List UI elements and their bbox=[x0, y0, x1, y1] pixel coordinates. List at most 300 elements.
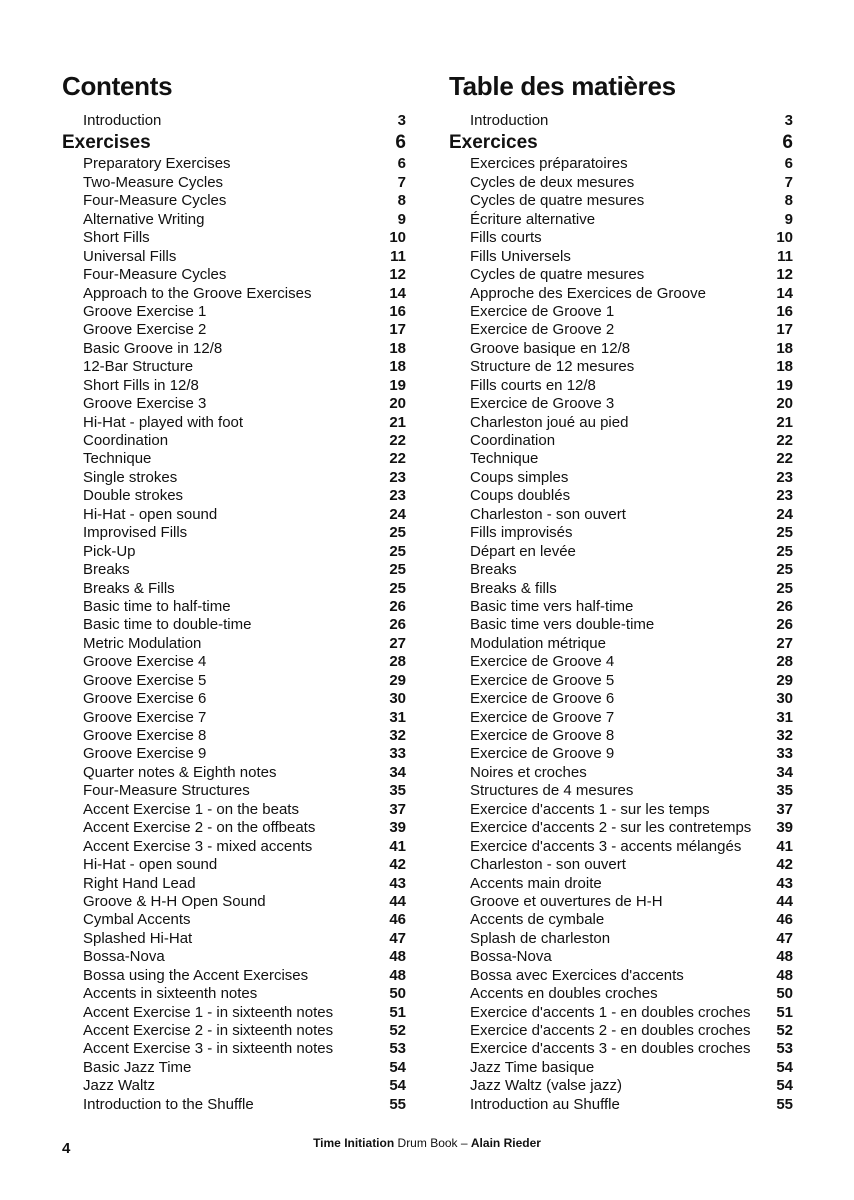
toc-entry-page: 22 bbox=[776, 432, 793, 449]
toc-entry-page: 3 bbox=[784, 112, 793, 129]
toc-entry bbox=[62, 248, 406, 266]
toc-entry bbox=[62, 948, 406, 966]
toc-entry-page: 16 bbox=[389, 302, 406, 320]
toc-entry-label: Accent Exercise 2 - in sixteenth notes bbox=[83, 1022, 334, 1039]
toc-entry bbox=[449, 414, 793, 432]
toc-entry-label: Groove Exercise 8 bbox=[83, 727, 207, 744]
toc-entry bbox=[449, 782, 793, 800]
table-des-matieres-title: Table des matières bbox=[449, 71, 676, 101]
toc-entry-page: 6 bbox=[397, 155, 406, 173]
toc-entry-page: 54 bbox=[776, 1077, 793, 1095]
toc-entry-page: 21 bbox=[389, 413, 406, 431]
toc-entry bbox=[449, 543, 793, 561]
toc-entry-label: Basic Jazz Time bbox=[83, 1058, 192, 1076]
toc-entry bbox=[62, 524, 406, 542]
toc-entry-label: Improvised Fills bbox=[83, 524, 188, 542]
toc-entry-page: 48 bbox=[776, 966, 793, 984]
toc-entry-label: Départ en levée bbox=[470, 542, 576, 560]
book-title: Time Initiation bbox=[313, 1136, 395, 1150]
toc-entry-page: 29 bbox=[776, 671, 793, 689]
toc-entry-page: 42 bbox=[776, 856, 793, 874]
toc-entry-label: Exercice de Groove 5 bbox=[470, 671, 615, 689]
toc-entry-page: 24 bbox=[776, 505, 793, 523]
toc-entry bbox=[62, 819, 406, 837]
toc-entry-page: 26 bbox=[776, 597, 793, 615]
toc-entry bbox=[449, 653, 793, 671]
toc-entry-page: 32 bbox=[776, 727, 793, 744]
toc-entry-label: Accent Exercise 2 - on the offbeats bbox=[83, 819, 316, 837]
toc-entry bbox=[449, 506, 793, 524]
toc-entry-page: 23 bbox=[776, 468, 793, 486]
toc-entry-label: Breaks bbox=[470, 561, 517, 579]
toc-entry bbox=[62, 801, 406, 819]
toc-entry-label: Accent Exercise 3 - mixed accents bbox=[83, 837, 313, 855]
toc-entry-page: 30 bbox=[776, 690, 793, 708]
toc-entry-label: Accent Exercise 3 - in sixteenth notes bbox=[83, 1040, 334, 1058]
contents-title: Contents bbox=[62, 71, 173, 101]
toc-entry bbox=[449, 358, 793, 376]
toc-entry-page: 42 bbox=[389, 856, 406, 874]
toc-entry-label: Bossa avec Exercices d'accents bbox=[470, 966, 684, 984]
toc-entry bbox=[449, 856, 793, 874]
toc-entry-label: Charleston - son ouvert bbox=[470, 856, 626, 874]
toc-entry bbox=[62, 377, 406, 395]
toc-entry-label: Accents en doubles croches bbox=[470, 985, 658, 1003]
toc-entry-page: 10 bbox=[776, 229, 793, 247]
toc-list bbox=[449, 112, 793, 1114]
toc-entry-page: 23 bbox=[389, 468, 406, 486]
toc-entry-page: 35 bbox=[776, 782, 793, 800]
toc-entry-label: Groove Exercise 5 bbox=[83, 671, 207, 689]
toc-entry-label: Modulation métrique bbox=[470, 634, 606, 652]
toc-entry-page: 54 bbox=[776, 1058, 793, 1076]
toc-entry-label: Four-Measure Structures bbox=[83, 782, 250, 800]
toc-entry bbox=[62, 838, 406, 856]
toc-entry-page: 37 bbox=[776, 800, 793, 818]
toc-entry-label: Jazz Time basique bbox=[470, 1058, 595, 1076]
toc-entry-label: Groove & H-H Open Sound bbox=[83, 892, 266, 910]
toc-entry-label: Quarter notes & Eighth notes bbox=[83, 763, 277, 781]
toc-entry-label: Cycles de quatre mesures bbox=[470, 192, 645, 210]
toc-entry-page: 26 bbox=[389, 616, 406, 634]
toc-entry-label: Breaks & fills bbox=[470, 579, 557, 597]
toc-entry bbox=[62, 709, 406, 727]
toc-entry-page: 6 bbox=[782, 132, 793, 154]
toc-entry-label: Exercice de Groove 6 bbox=[470, 690, 615, 708]
toc-entry-page: 33 bbox=[389, 745, 406, 763]
toc-entry bbox=[449, 1077, 793, 1095]
toc-entry-page: 6 bbox=[395, 132, 406, 154]
toc-entry-page: 51 bbox=[776, 1003, 793, 1021]
toc-entry bbox=[449, 174, 793, 192]
toc-entry bbox=[62, 211, 406, 229]
toc-entry-label: Basic time to double-time bbox=[83, 616, 252, 634]
toc-entry-page: 52 bbox=[389, 1022, 406, 1039]
toc-entry-page: 55 bbox=[389, 1095, 406, 1113]
toc-entry bbox=[62, 192, 406, 210]
toc-entry-label: Four-Measure Cycles bbox=[83, 266, 227, 284]
toc-entry bbox=[449, 819, 793, 837]
toc-entry-label: Charleston joué au pied bbox=[470, 413, 629, 431]
toc-entry bbox=[449, 967, 793, 985]
toc-entry-label: Exercice d'accents 3 - accents mélangés bbox=[470, 837, 742, 855]
toc-entry bbox=[449, 672, 793, 690]
toc-entry-page: 48 bbox=[389, 966, 406, 984]
toc-entry bbox=[449, 155, 793, 173]
toc-entry bbox=[62, 432, 406, 450]
toc-entry bbox=[449, 875, 793, 893]
toc-entry-label: Double strokes bbox=[83, 487, 184, 505]
toc-entry-label: Exercice de Groove 7 bbox=[470, 708, 615, 726]
toc-entry bbox=[62, 340, 406, 358]
toc-entry bbox=[449, 930, 793, 948]
toc-entry-label: Groove Exercise 6 bbox=[83, 690, 207, 708]
toc-entry bbox=[449, 229, 793, 247]
toc-entry-label: Accents main droite bbox=[470, 874, 602, 892]
toc-entry-page: 23 bbox=[776, 487, 793, 505]
toc-entry-page: 46 bbox=[776, 911, 793, 929]
toc-entry-label: Approche des Exercices de Groove bbox=[470, 284, 706, 302]
toc-entry bbox=[62, 764, 406, 782]
toc-entry-label: Structures de 4 mesures bbox=[470, 782, 634, 800]
toc-entry-label: Exercice d'accents 3 - en doubles croches bbox=[470, 1040, 751, 1058]
toc-entry bbox=[449, 616, 793, 634]
toc-entry bbox=[62, 856, 406, 874]
toc-entry-page: 44 bbox=[776, 892, 793, 910]
toc-entry-label: Fills courts en 12/8 bbox=[470, 376, 596, 394]
toc-entry bbox=[62, 967, 406, 985]
toc-entry-page: 22 bbox=[389, 450, 406, 468]
toc-entry-label: Exercice d'accents 1 - en doubles croches bbox=[470, 1003, 751, 1021]
toc-entry-label: Écriture alternative bbox=[470, 210, 596, 228]
toc-entry bbox=[449, 303, 793, 321]
toc-entry-page: 37 bbox=[389, 800, 406, 818]
toc-entry-label: Short Fills in 12/8 bbox=[83, 376, 199, 394]
toc-entry bbox=[62, 598, 406, 616]
toc-entry-page: 48 bbox=[389, 948, 406, 966]
toc-entry-label: Short Fills bbox=[83, 229, 150, 247]
toc-entry-page: 25 bbox=[776, 561, 793, 579]
toc-entry-page: 19 bbox=[389, 376, 406, 394]
toc-entry-page: 20 bbox=[776, 395, 793, 413]
toc-entry-label: Coordination bbox=[470, 432, 556, 449]
toc-entry bbox=[62, 321, 406, 339]
toc-entry-page: 16 bbox=[776, 302, 793, 320]
toc-entry-page: 24 bbox=[389, 505, 406, 523]
toc-entry bbox=[62, 543, 406, 561]
toc-entry bbox=[62, 985, 406, 1003]
toc-entry bbox=[62, 672, 406, 690]
toc-section-heading bbox=[62, 130, 406, 155]
toc-entry bbox=[449, 1059, 793, 1077]
footer-credit bbox=[0, 1136, 854, 1150]
toc-entry bbox=[449, 487, 793, 505]
toc-entry bbox=[449, 580, 793, 598]
toc-entry bbox=[449, 1096, 793, 1114]
toc-entry-label: Exercice de Groove 4 bbox=[470, 653, 615, 671]
toc-entry-page: 10 bbox=[389, 229, 406, 247]
toc-entry bbox=[449, 1004, 793, 1022]
toc-entry-page: 54 bbox=[389, 1077, 406, 1095]
toc-entry-page: 17 bbox=[389, 321, 406, 339]
toc-entry-page: 27 bbox=[776, 634, 793, 652]
toc-entry-page: 46 bbox=[389, 911, 406, 929]
toc-entry-page: 30 bbox=[389, 690, 406, 708]
toc-entry bbox=[62, 635, 406, 653]
toc-entry bbox=[62, 1004, 406, 1022]
toc-entry bbox=[62, 450, 406, 468]
toc-entry-label: Technique bbox=[470, 450, 539, 468]
toc-entry-page: 43 bbox=[389, 874, 406, 892]
toc-entry-page: 25 bbox=[389, 579, 406, 597]
toc-entry bbox=[449, 285, 793, 303]
toc-entry bbox=[62, 285, 406, 303]
toc-entry bbox=[449, 764, 793, 782]
toc-entry bbox=[62, 1040, 406, 1058]
toc-entry-label: Bossa-Nova bbox=[470, 948, 552, 966]
toc-entry-label: Coups doublés bbox=[470, 487, 571, 505]
toc-entry-label: Exercice de Groove 1 bbox=[470, 302, 615, 320]
toc-entry-label: Jazz Waltz (valse jazz) bbox=[470, 1077, 622, 1095]
toc-entry-label: Groove et ouvertures de H-H bbox=[470, 892, 663, 910]
toc-entry-page: 25 bbox=[389, 561, 406, 579]
toc-entry bbox=[449, 321, 793, 339]
toc-entry-page: 44 bbox=[389, 892, 406, 910]
toc-entry bbox=[62, 469, 406, 487]
toc-entry bbox=[62, 727, 406, 745]
toc-entry-page: 25 bbox=[776, 524, 793, 542]
toc-entry-label: Exercice de Groove 9 bbox=[470, 745, 615, 763]
toc-entry-page: 43 bbox=[776, 874, 793, 892]
toc-entry-page: 25 bbox=[776, 542, 793, 560]
toc-entry-label: Introduction bbox=[470, 112, 549, 129]
toc-entry-page: 25 bbox=[389, 542, 406, 560]
toc-entry-page: 26 bbox=[776, 616, 793, 634]
toc-entry-label: Pick-Up bbox=[83, 542, 136, 560]
toc-entry-page: 9 bbox=[784, 210, 793, 228]
toc-entry bbox=[62, 616, 406, 634]
toc-entry-label: Structure de 12 mesures bbox=[470, 358, 635, 376]
toc-entry-page: 48 bbox=[776, 948, 793, 966]
toc-entry-page: 22 bbox=[776, 450, 793, 468]
toc-entry-page: 7 bbox=[784, 173, 793, 191]
toc-entry-label: Breaks bbox=[83, 561, 130, 579]
toc-entry-page: 21 bbox=[776, 413, 793, 431]
page-number: 4 bbox=[62, 1140, 71, 1157]
toc-entry-page: 39 bbox=[389, 819, 406, 837]
toc-entry-page: 29 bbox=[389, 671, 406, 689]
toc-entry bbox=[449, 395, 793, 413]
toc-entry bbox=[449, 801, 793, 819]
toc-entry-page: 53 bbox=[389, 1040, 406, 1058]
toc-entry bbox=[449, 561, 793, 579]
toc-entry bbox=[62, 358, 406, 376]
toc-entry-label: Exercice de Groove 3 bbox=[470, 395, 615, 413]
toc-entry-page: 12 bbox=[389, 266, 406, 284]
contents-column-french bbox=[449, 70, 793, 1114]
toc-entry-page: 25 bbox=[389, 524, 406, 542]
toc-entry bbox=[62, 690, 406, 708]
toc-entry-page: 6 bbox=[784, 155, 793, 173]
toc-entry-page: 32 bbox=[389, 727, 406, 744]
toc-entry-label: Basic time vers double-time bbox=[470, 616, 655, 634]
toc-entry-page: 54 bbox=[389, 1058, 406, 1076]
toc-entry bbox=[62, 1077, 406, 1095]
toc-entry bbox=[62, 653, 406, 671]
toc-entry-label: Introduction bbox=[83, 112, 162, 129]
toc-entry-label: Universal Fills bbox=[83, 247, 177, 265]
toc-entry bbox=[449, 524, 793, 542]
toc-entry-page: 39 bbox=[776, 819, 793, 837]
toc-entry-label: Exercice de Groove 2 bbox=[470, 321, 615, 339]
toc-entry bbox=[449, 948, 793, 966]
toc-entry-page: 22 bbox=[389, 432, 406, 449]
toc-entry-label: Exercices bbox=[449, 132, 538, 154]
toc-entry-label: Accent Exercise 1 - on the beats bbox=[83, 800, 299, 818]
toc-entry bbox=[62, 229, 406, 247]
toc-entry-page: 26 bbox=[389, 597, 406, 615]
toc-entry bbox=[62, 1096, 406, 1114]
toc-entry bbox=[62, 745, 406, 763]
toc-entry-label: Alternative Writing bbox=[83, 210, 205, 228]
toc-entry bbox=[62, 561, 406, 579]
toc-entry-page: 18 bbox=[389, 339, 406, 357]
toc-entry-page: 19 bbox=[776, 376, 793, 394]
toc-entry-page: 14 bbox=[776, 284, 793, 302]
toc-entry-label: Cycles de deux mesures bbox=[470, 173, 635, 191]
toc-entry-page: 14 bbox=[389, 284, 406, 302]
toc-entry bbox=[62, 580, 406, 598]
toc-entry bbox=[62, 875, 406, 893]
toc-entry bbox=[62, 487, 406, 505]
toc-entry-label: Accents in sixteenth notes bbox=[83, 985, 258, 1003]
toc-entry bbox=[449, 469, 793, 487]
toc-entry-page: 31 bbox=[776, 708, 793, 726]
toc-entry bbox=[449, 1040, 793, 1058]
toc-entry-page: 35 bbox=[389, 782, 406, 800]
toc-entry-label: Exercice de Groove 8 bbox=[470, 727, 615, 744]
toc-entry-label: Cymbal Accents bbox=[83, 911, 191, 929]
toc-entry bbox=[62, 782, 406, 800]
toc-entry bbox=[449, 1022, 793, 1040]
toc-entry-page: 33 bbox=[776, 745, 793, 763]
toc-entry bbox=[62, 930, 406, 948]
toc-entry-label: Noires et croches bbox=[470, 763, 587, 781]
toc-entry-page: 47 bbox=[776, 929, 793, 947]
toc-entry-page: 50 bbox=[389, 985, 406, 1003]
toc-entry-label: Four-Measure Cycles bbox=[83, 192, 227, 210]
book-subtitle: Drum Book – bbox=[394, 1136, 471, 1150]
toc-entry-page: 12 bbox=[776, 266, 793, 284]
toc-entry-page: 3 bbox=[397, 112, 406, 129]
toc-entry-label: Introduction to the Shuffle bbox=[83, 1095, 254, 1113]
toc-entry bbox=[449, 266, 793, 284]
toc-entry bbox=[449, 727, 793, 745]
toc-entry-label: Metric Modulation bbox=[83, 634, 202, 652]
toc-entry-label: Breaks & Fills bbox=[83, 579, 175, 597]
toc-entry-page: 41 bbox=[389, 837, 406, 855]
author-name: Alain Rieder bbox=[470, 1136, 541, 1150]
toc-entry-label: Bossa-Nova bbox=[83, 948, 165, 966]
toc-entry-page: 34 bbox=[776, 763, 793, 781]
toc-entry-label: Splashed Hi-Hat bbox=[83, 929, 193, 947]
toc-entry bbox=[449, 985, 793, 1003]
toc-entry bbox=[62, 266, 406, 284]
toc-entry-label: Accent Exercise 1 - in sixteenth notes bbox=[83, 1003, 334, 1021]
toc-entry bbox=[449, 893, 793, 911]
toc-entry-label: Fills courts bbox=[470, 229, 542, 247]
toc-entry bbox=[449, 635, 793, 653]
toc-entry bbox=[62, 174, 406, 192]
toc-entry-label: Fills improvisés bbox=[470, 524, 573, 542]
toc-list bbox=[62, 112, 406, 1114]
toc-entry bbox=[62, 911, 406, 929]
toc-entry-page: 18 bbox=[776, 358, 793, 376]
toc-entry bbox=[62, 155, 406, 173]
toc-entry-page: 53 bbox=[776, 1040, 793, 1058]
toc-entry-label: Charleston - son ouvert bbox=[470, 505, 626, 523]
toc-entry bbox=[449, 450, 793, 468]
toc-entry bbox=[449, 340, 793, 358]
toc-entry-label: Groove Exercise 3 bbox=[83, 395, 207, 413]
toc-entry bbox=[449, 432, 793, 450]
toc-entry bbox=[449, 377, 793, 395]
toc-entry bbox=[62, 395, 406, 413]
toc-entry-label: Basic Groove in 12/8 bbox=[83, 339, 223, 357]
toc-entry-label: Groove Exercise 1 bbox=[83, 302, 207, 320]
toc-entry-page: 52 bbox=[776, 1022, 793, 1039]
toc-entry-page: 50 bbox=[776, 985, 793, 1003]
toc-entry-label: Groove Exercise 2 bbox=[83, 321, 207, 339]
toc-entry-page: 8 bbox=[397, 192, 406, 210]
toc-entry-label: Preparatory Exercises bbox=[83, 155, 231, 173]
toc-section-heading bbox=[449, 130, 793, 155]
toc-entry-page: 7 bbox=[397, 173, 406, 191]
toc-entry-label: Two-Measure Cycles bbox=[83, 173, 224, 191]
toc-entry bbox=[62, 414, 406, 432]
toc-entry bbox=[62, 1059, 406, 1077]
toc-entry-page: 51 bbox=[389, 1003, 406, 1021]
toc-entry-label: Exercice d'accents 1 - sur les temps bbox=[470, 800, 710, 818]
toc-entry-label: Approach to the Groove Exercises bbox=[83, 284, 312, 302]
toc-entry-page: 41 bbox=[776, 837, 793, 855]
toc-entry bbox=[62, 893, 406, 911]
toc-entry-page: 34 bbox=[389, 763, 406, 781]
toc-entry-page: 11 bbox=[777, 247, 793, 265]
toc-entry-page: 47 bbox=[389, 929, 406, 947]
toc-entry bbox=[449, 211, 793, 229]
toc-entry bbox=[62, 1022, 406, 1040]
toc-entry bbox=[62, 506, 406, 524]
toc-entry-label: Exercices préparatoires bbox=[470, 155, 628, 173]
toc-entry bbox=[449, 690, 793, 708]
toc-entry-label: Groove Exercise 4 bbox=[83, 653, 207, 671]
toc-entry-label: Groove basique en 12/8 bbox=[470, 339, 631, 357]
contents-column-english bbox=[62, 70, 406, 1114]
toc-entry-label: Bossa using the Accent Exercises bbox=[83, 966, 309, 984]
toc-entry-label: Right Hand Lead bbox=[83, 874, 196, 892]
toc-entry-label: Single strokes bbox=[83, 468, 178, 486]
toc-entry bbox=[449, 911, 793, 929]
toc-entry-page: 28 bbox=[389, 653, 406, 671]
toc-entry bbox=[62, 112, 406, 130]
toc-entry-label: Introduction au Shuffle bbox=[470, 1095, 620, 1113]
toc-entry-label: Exercises bbox=[62, 132, 151, 154]
toc-entry-page: 18 bbox=[776, 339, 793, 357]
toc-entry-page: 55 bbox=[776, 1095, 793, 1113]
toc-entry-label: Hi-Hat - open sound bbox=[83, 505, 218, 523]
toc-entry bbox=[449, 248, 793, 266]
